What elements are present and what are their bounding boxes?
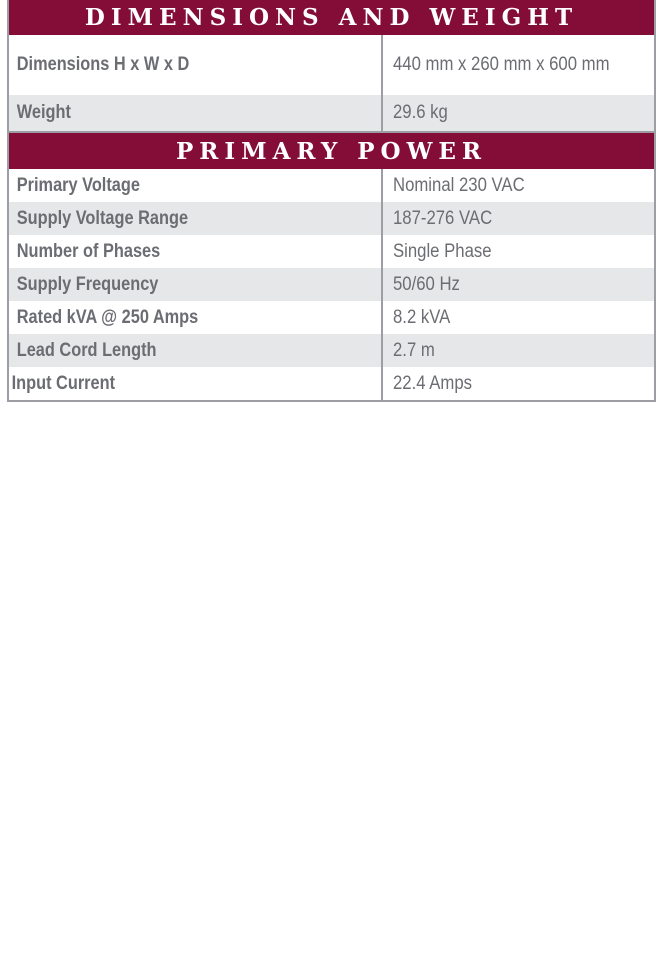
value-cell (383, 334, 654, 367)
row-label: Number of Phases (16, 240, 161, 262)
table-row (9, 235, 654, 268)
table-row (9, 301, 654, 334)
row-value: 50/60 Hz (393, 273, 460, 295)
label-cell (9, 95, 383, 131)
spec-sheet (7, 0, 656, 402)
table-row (9, 268, 654, 301)
section-header-dimensions-and-weight: DIMENSIONS AND WEIGHT (9, 0, 654, 35)
value-cell (383, 235, 654, 268)
table-row (9, 35, 654, 95)
table-row (9, 202, 654, 235)
value-cell (383, 268, 654, 301)
row-value: Nominal 230 VAC (393, 174, 525, 196)
label-cell (9, 301, 383, 334)
row-value: 8.2 kVA (393, 306, 451, 328)
table-row (9, 169, 654, 202)
label-cell (9, 334, 383, 367)
row-value: 440 mm x 260 mm x 600 mm (393, 54, 610, 75)
row-label: Supply Frequency (16, 273, 159, 295)
row-label: Supply Voltage Range (16, 207, 189, 229)
row-label: Input Current (11, 372, 116, 394)
row-value: 22.4 Amps (393, 372, 473, 394)
row-label: Lead Cord Length (16, 339, 157, 361)
label-cell (9, 268, 383, 301)
value-cell (383, 95, 654, 131)
row-label: Primary Voltage (16, 174, 140, 196)
label-cell (9, 35, 383, 95)
value-cell (383, 169, 654, 202)
value-cell (383, 202, 654, 235)
table-row (9, 334, 654, 367)
table-row (9, 95, 654, 131)
label-cell (9, 235, 383, 268)
row-label: Weight (16, 102, 71, 123)
row-value: 2.7 m (393, 339, 435, 361)
table-row (9, 367, 654, 400)
section-header-primary-power: PRIMARY POWER (9, 131, 654, 169)
label-cell (9, 367, 383, 400)
row-label: Rated kVA @ 250 Amps (16, 306, 199, 328)
value-cell (383, 367, 654, 400)
row-value: 187-276 VAC (393, 207, 493, 229)
row-value: 29.6 kg (393, 102, 448, 123)
row-value: Single Phase (393, 240, 492, 262)
label-cell (9, 169, 383, 202)
value-cell (383, 301, 654, 334)
label-cell (9, 202, 383, 235)
row-label: Dimensions H x W x D (16, 54, 190, 75)
value-cell (383, 35, 654, 95)
